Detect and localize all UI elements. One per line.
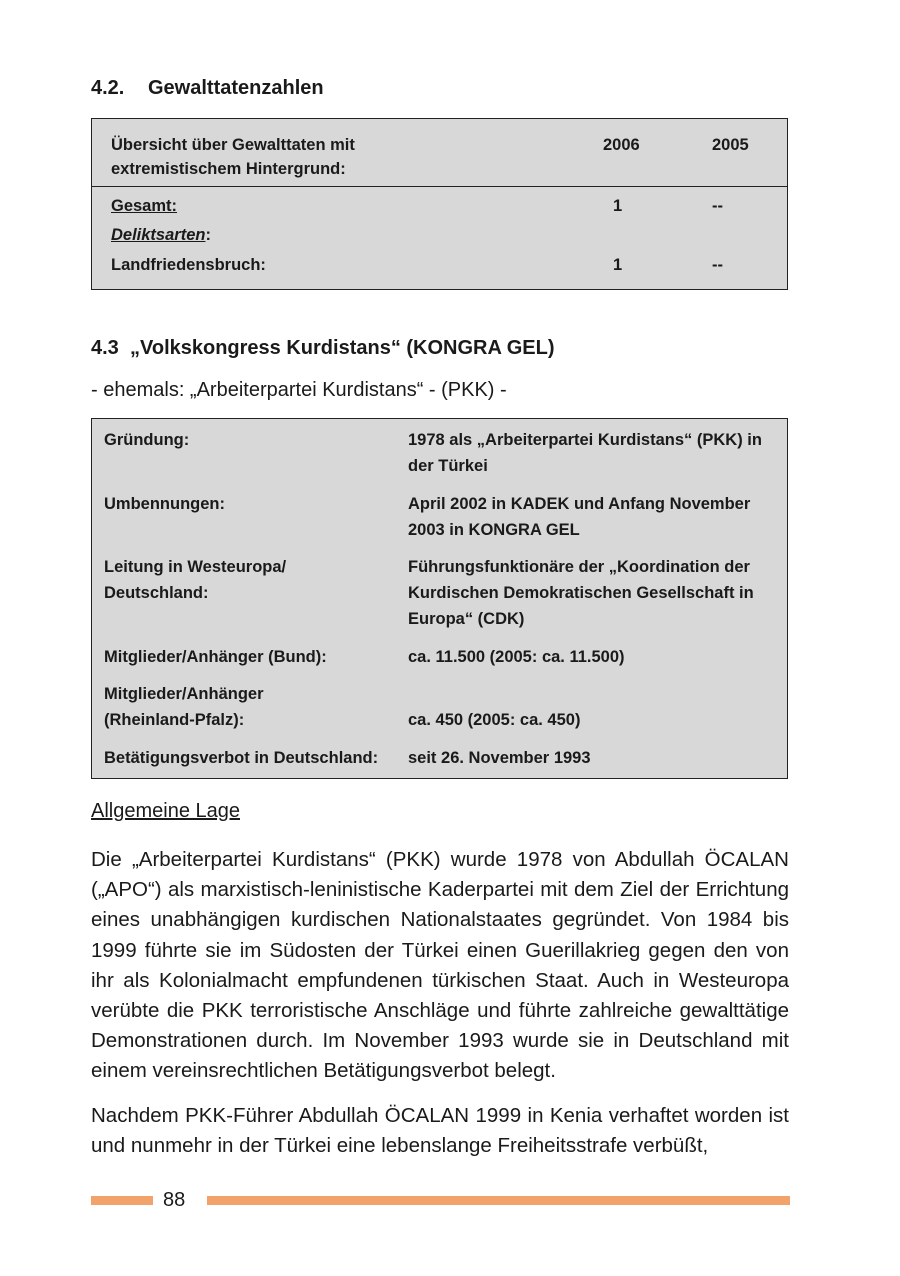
value-line: 1978 als „Arbeiterpartei Kurdistans“ (PKK) in (408, 431, 762, 449)
fact-value-leitung (408, 554, 780, 632)
body-paragraph: Die „Arbeiterpartei Kurdistans“ (PKK) wurde 1978 von Abdullah ÖCALAN („APO“) als marxistisch-leninistische Kaderpartei mit dem Ziel der Errichtung eines unabhängigen kurdischen Nationalstaates gegründet. Von 1984 bis 1999 führte sie im Südosten der Türkei einen Guerillakrieg gegen den von ihr als Kolonialmacht empfundenen türkischen Staat. Auch in Westeuropa verübte die PKK terroristische Anschläge und führte zahlreiche gewalttätige Demonstrationen durch. Im November 1993 wurde sie in Deutschland mit einem vereinsrechtlichen Betätigungsverbot belegt. (91, 848, 789, 1083)
cell-landfriedensbruch-2006: 1 (613, 256, 623, 274)
organization-facts-table (91, 418, 788, 779)
footer-bar-left (91, 1196, 153, 1205)
row-label-gesamt: Gesamt: (111, 197, 178, 215)
label-line: (Rheinland-Pfalz): (104, 711, 245, 729)
column-header-2005: 2005 (712, 136, 749, 154)
section-title: Gewalttatenzahlen (148, 77, 324, 99)
fact-label-betaetigungsverbot: Betätigungsverbot in Deutschland: (104, 749, 379, 767)
row-label-landfriedensbruch: Landfriedensbruch: (111, 256, 266, 274)
fact-value-betaetigungsverbot: seit 26. November 1993 (408, 749, 591, 767)
row-label-deliktsarten (111, 223, 211, 247)
section-title: „Volkskongress Kurdistans“ (KONGRA GEL) (130, 337, 555, 359)
violence-statistics-table (91, 118, 788, 290)
value-line: Kurdischen Demokratischen Gesellschaft in (408, 584, 754, 602)
cell-gesamt-2005: -- (712, 197, 723, 215)
header-label (111, 133, 355, 181)
fact-value-mitglieder-rlp: ca. 450 (2005: ca. 450) (408, 711, 581, 729)
subsection-label: Allgemeine Lage (91, 800, 240, 822)
label-line: Mitglieder/Anhänger (104, 685, 264, 703)
value-line: Europa“ (CDK) (408, 610, 525, 628)
cell-gesamt-2006: 1 (613, 197, 623, 215)
fact-label-umbennungen: Umbennungen: (104, 495, 225, 513)
section-number: 4.2. (91, 77, 125, 99)
value-line: Führungsfunktionäre der „Koordination der (408, 558, 750, 576)
section-heading-4-3 (91, 336, 555, 360)
footer-bar-right (207, 1196, 790, 1205)
table-header (92, 119, 787, 187)
deliktsarten-colon: : (205, 226, 211, 244)
section-number: 4.3 (91, 337, 119, 359)
fact-label-leitung (104, 554, 394, 606)
fact-label-mitglieder-rlp (104, 681, 394, 733)
header-label-line: extremistischem Hintergrund: (111, 160, 346, 178)
fact-value-gruendung (408, 427, 780, 479)
fact-label-mitglieder-bund: Mitglieder/Anhänger (Bund): (104, 648, 327, 666)
header-label-line: Übersicht über Gewalttaten mit (111, 136, 355, 154)
page-number: 88 (163, 1189, 186, 1211)
column-header-2006: 2006 (603, 136, 640, 154)
fact-value-mitglieder-bund: ca. 11.500 (2005: ca. 11.500) (408, 648, 625, 666)
section-subtitle: - ehemals: „Arbeiterpartei Kurdistans“ - (PKK) - (91, 379, 507, 401)
deliktsarten-text: Deliktsarten (111, 226, 206, 244)
label-line: Leitung in Westeuropa/ (104, 558, 287, 576)
section-heading-4-2 (91, 76, 324, 100)
fact-value-umbennungen (408, 491, 780, 543)
fact-label-gruendung: Gründung: (104, 431, 190, 449)
value-line: der Türkei (408, 457, 488, 475)
label-line: Deutschland: (104, 584, 209, 602)
body-paragraph: Nachdem PKK-Führer Abdullah ÖCALAN 1999 in Kenia verhaftet worden ist und nunmehr in der Türkei eine lebenslange Freiheitsstrafe verbüßt, (91, 1104, 789, 1158)
cell-landfriedensbruch-2005: -- (712, 256, 723, 274)
value-line: 2003 in KONGRA GEL (408, 521, 580, 539)
value-line: April 2002 in KADEK und Anfang November (408, 495, 751, 513)
